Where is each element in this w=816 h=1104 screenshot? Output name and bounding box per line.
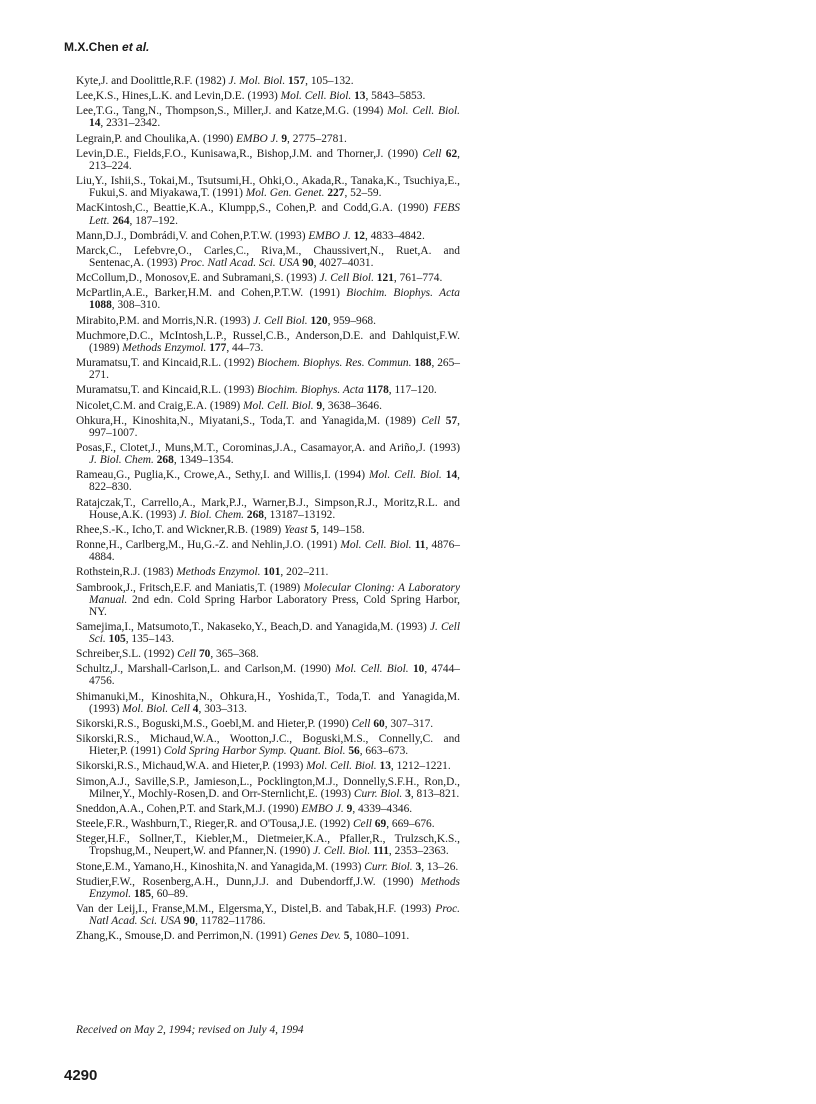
reference-pages: , 187–192.	[129, 214, 178, 227]
reference-item	[76, 539, 460, 563]
reference-journal: Mol. Gen. Genet.	[245, 187, 325, 200]
reference-pages: , 2331–2342.	[100, 117, 161, 130]
reference-pages: , 5843–5853.	[365, 90, 426, 103]
reference-authors: Levin,D.E., Fields,F.O., Kunisawa,R., Bishop,J.M. and Thorner,J. (1990)	[76, 147, 423, 160]
reference-pages: , 308–310.	[111, 299, 161, 312]
reference-item	[76, 497, 460, 521]
reference-volume: 177	[209, 341, 227, 354]
reference-pages: , 11782–11786.	[195, 915, 266, 928]
reference-authors: Sikorski,R.S., Michaud,W.A. and Hieter,P. (1993)	[76, 760, 307, 773]
reference-journal: FEBS Lett.	[89, 202, 460, 227]
reference-journal: Biochim. Biophys. Acta	[346, 287, 460, 300]
reference-authors: Stone,E.M., Yamano,H., Kinoshita,N. and Yanagida,M. (1993)	[76, 860, 365, 873]
received-note: Received on May 2, 1994; revised on July 4, 1994	[76, 1024, 304, 1036]
reference-journal: Methods Enzymol.	[89, 875, 460, 900]
reference-item	[76, 315, 460, 327]
reference-volume: 69	[374, 818, 387, 831]
reference-authors: Ohkura,H., Kinoshita,N., Miyatani,S., Toda,T. and Yanagida,M. (1989)	[76, 414, 422, 427]
reference-item	[76, 148, 460, 172]
header-authors: M.X.Chen	[64, 40, 119, 54]
reference-pages: , 135–143.	[125, 633, 175, 645]
reference-journal: Yeast	[284, 523, 308, 536]
reference-authors: Sikorski,R.S., Michaud,W.A., Wootton,J.C., Boguski,M.S., Connelly,C. and Hieter,P. (1991)	[76, 733, 460, 758]
reference-pages: , 4876–4884.	[89, 539, 460, 564]
reference-journal: Cell	[421, 414, 441, 427]
reference-journal: Proc. Natl Acad. Sci. USA	[180, 256, 300, 269]
reference-pages: , 4833–4842.	[364, 229, 425, 242]
reference-authors: Lee,K.S., Hines,L.K. and Levin,D.E. (1993)	[76, 90, 281, 103]
reference-journal: EMBO J.	[301, 802, 344, 815]
reference-journal: Mol. Cell. Biol.	[340, 539, 412, 552]
reference-pages: , 265–271.	[89, 357, 460, 382]
reference-journal: Curr. Biol.	[364, 860, 413, 873]
reference-pages: , 149–158.	[316, 523, 365, 536]
reference-pages: , 117–120.	[388, 384, 437, 397]
reference-volume: 105	[108, 633, 126, 645]
reference-journal: J. Biol. Chem.	[179, 508, 245, 521]
reference-pages: , 1349–1354.	[173, 454, 234, 467]
reference-journal: Genes Dev.	[289, 930, 341, 943]
reference-volume: 268	[156, 454, 174, 467]
reference-item	[76, 803, 460, 815]
reference-authors: Lee,T.G., Tang,N., Thompson,S., Miller,J. and Katze,M.G. (1994)	[76, 105, 388, 118]
reference-authors: Marck,C., Lefebvre,O., Carles,C., Riva,M., Chaussivert,N., Ruet,A. and Sentenac,A. (1993)	[76, 244, 460, 269]
reference-authors: Shimanuki,M., Kinoshita,N., Ohkura,H., Yoshida,T., Toda,T. and Yanagida,M. (1993)	[76, 690, 460, 715]
reference-volume: 13	[354, 90, 366, 103]
reference-pages: , 4339–4346.	[352, 802, 413, 815]
reference-authors: Muramatsu,T. and Kincaid,R.L. (1993)	[76, 384, 258, 397]
reference-pages: , 202–211.	[280, 566, 329, 579]
reference-pages: , 813–821.	[410, 787, 460, 800]
reference-journal: EMBO J.	[308, 229, 351, 242]
reference-pages: , 13–26.	[421, 860, 459, 873]
reference-pages: , 761–774.	[393, 272, 443, 285]
reference-item	[76, 357, 460, 381]
reference-item	[76, 415, 460, 439]
reference-journal: Mol. Cell. Biol.	[369, 469, 442, 482]
reference-volume: 185	[133, 887, 152, 900]
reference-volume: 3	[405, 787, 411, 800]
reference-authors: McPartlin,A.E., Barker,H.M. and Cohen,P.T.W. (1991)	[76, 287, 347, 300]
reference-journal: J. Cell. Biol.	[312, 845, 371, 858]
reference-item	[76, 760, 460, 772]
reference-volume: 11	[414, 539, 426, 552]
reference-pages: , 997–1007.	[89, 414, 460, 439]
reference-item	[76, 718, 460, 730]
reference-item	[76, 861, 460, 873]
reference-journal: Proc. Natl Acad. Sci. USA	[89, 903, 460, 928]
reference-authors: Mann,D.J., Dombrádi,V. and Cohen,P.T.W. (1993)	[76, 229, 309, 242]
reference-authors: Samejima,I., Matsumoto,T., Nakaseko,Y., Beach,D. and Yanagida,M. (1993)	[76, 620, 430, 633]
reference-authors: Liu,Y., Ishii,S., Tokai,M., Tsutsumi,H., Ohki,O., Akada,R., Tanaka,K., Tsuchiya,E., Fukui,S. and Miyakawa,T. (1991)	[76, 175, 460, 200]
reference-journal: EMBO J.	[236, 132, 279, 145]
reference-volume: 9	[316, 399, 323, 412]
reference-pages: , 4744–4756.	[89, 663, 460, 688]
reference-volume: 9	[346, 802, 353, 815]
header-etal: et al.	[122, 40, 150, 54]
reference-journal: Biochim. Biophys. Acta	[257, 384, 364, 397]
reference-item	[76, 105, 460, 129]
reference-authors: Schreiber,S.L. (1992)	[76, 648, 178, 661]
reference-volume: 90	[183, 915, 196, 928]
reference-item	[76, 133, 460, 145]
reference-item	[76, 566, 460, 578]
reference-authors: Sambrook,J., Fritsch,E.F. and Maniatis,T. (1989)	[76, 581, 304, 594]
reference-authors: Nicolet,C.M. and Craig,E.A. (1989)	[76, 399, 244, 412]
reference-item	[76, 245, 460, 269]
reference-authors: Studier,F.W., Rosenberg,A.H., Dunn,J.J. and Dubendorff,J.W. (1990)	[76, 875, 421, 888]
reference-journal: Mol. Cell. Biol.	[280, 90, 352, 103]
reference-pages: , 213–224.	[89, 147, 460, 172]
reference-journal: J. Cell Sci.	[89, 620, 460, 645]
reference-pages: , 822–830.	[89, 469, 460, 494]
reference-volume: 188	[414, 357, 432, 370]
reference-item	[76, 663, 460, 687]
reference-volume: 90	[302, 256, 314, 269]
reference-journal: Mol. Cell. Biol.	[335, 663, 409, 676]
running-header	[64, 40, 149, 54]
reference-pages: , 365–368.	[210, 648, 259, 661]
reference-journal: Mol. Cell. Biol.	[387, 105, 460, 118]
reference-pages: , 1080–1091.	[349, 930, 410, 943]
reference-volume: 157	[288, 75, 306, 87]
reference-item	[76, 330, 460, 354]
reference-item	[76, 691, 460, 715]
reference-authors: Rothstein,R.J. (1983)	[76, 566, 177, 579]
reference-authors: Sikorski,R.S., Boguski,M.S., Goebl,M. and Hieter,P. (1990)	[76, 717, 352, 730]
reference-authors: Posas,F., Clotet,J., Muns,M.T., Corominas,J.A., Casamayor,A. and Ariño,J. (1993)	[76, 442, 460, 455]
reference-pages: , 303–313.	[198, 702, 247, 715]
reference-item	[76, 524, 460, 536]
reference-pages: , 44–73.	[226, 341, 264, 354]
reference-item	[76, 90, 460, 102]
reference-volume: 1088	[89, 299, 112, 312]
reference-pages: , 2775–2781.	[287, 132, 347, 145]
reference-authors: Steger,H.F., Sollner,T., Kiebler,M., Dietmeier,K.A., Pfaller,R., Trulzsch,K.S., Tropshug,M., Neupert,W. and Pfanner,N. (1990)	[76, 833, 460, 858]
reference-pages: , 307–317.	[384, 717, 434, 730]
reference-pages: , 663–673.	[359, 745, 409, 758]
reference-item	[76, 733, 460, 757]
reference-item	[76, 833, 460, 857]
reference-volume: 10	[412, 663, 425, 676]
reference-volume: 3	[415, 860, 422, 873]
reference-volume: 5	[310, 523, 317, 536]
reference-volume: 14	[445, 469, 458, 482]
reference-item	[76, 930, 460, 942]
reference-authors: McCollum,D., Monosov,E. and Subramani,S. (1993)	[76, 272, 320, 285]
reference-authors: Kyte,J. and Doolittle,R.F. (1982)	[76, 75, 229, 87]
reference-volume: 13	[379, 760, 391, 773]
reference-pages: , 52–59.	[344, 187, 382, 200]
reference-authors: Zhang,K., Smouse,D. and Perrimon,N. (1991)	[76, 930, 290, 943]
reference-volume: 5	[343, 930, 350, 943]
reference-authors: Simon,A.J., Saville,S.P., Jamieson,L., Pocklington,M.J., Donnelly,S.F.H., Ron,D., Milner,Y., Mochly-Rosen,D. and Orr-Sternlicht,E. (1993)	[76, 775, 460, 800]
reference-journal: Mol. Cell. Biol.	[306, 760, 377, 773]
reference-authors: Van der Leij,I., Franse,M.M., Elgersma,Y., Distel,B. and Tabak,H.F. (1993)	[76, 903, 436, 915]
reference-journal: Curr. Biol.	[353, 787, 403, 800]
reference-volume: 62	[445, 147, 458, 160]
reference-pages: , 13187–13192.	[263, 508, 336, 521]
reference-volume: 1178	[366, 384, 389, 397]
reference-volume: 4	[192, 702, 199, 715]
reference-pages: , 959–968.	[327, 314, 376, 327]
reference-journal: Cell	[351, 717, 371, 730]
reference-item	[76, 230, 460, 242]
reference-volume: 70	[198, 648, 211, 661]
reference-journal: Molecular Cloning: A Laboratory Manual.	[89, 581, 461, 606]
reference-volume: 14	[89, 117, 101, 130]
reference-journal: J. Mol. Biol.	[228, 75, 286, 87]
reference-journal: J. Biol. Chem.	[89, 454, 154, 467]
reference-authors: Ratajczak,T., Carrello,A., Mark,P.J., Warner,B.J., Simpson,R.J., Moritz,R.L. and House,A.K. (1993)	[76, 496, 460, 521]
reference-item	[76, 175, 460, 199]
reference-journal: Cell	[352, 818, 372, 831]
reference-authors: Steele,F.R., Washburn,T., Rieger,R. and O'Tousa,J.E. (1992)	[76, 818, 353, 831]
reference-journal: Mol. Biol. Cell	[122, 702, 190, 715]
reference-pages: , 105–132.	[305, 75, 354, 87]
reference-volume: 264	[112, 214, 130, 227]
reference-journal: J. Cell Biol.	[319, 272, 374, 285]
reference-volume: 121	[376, 272, 394, 285]
reference-authors: Muramatsu,T. and Kincaid,R.L. (1992)	[76, 357, 258, 370]
reference-item	[76, 818, 460, 830]
reference-volume: 120	[310, 314, 328, 327]
reference-volume: 57	[445, 414, 458, 427]
reference-item	[76, 75, 460, 87]
reference-journal: Cell	[422, 147, 442, 160]
reference-item	[76, 621, 460, 645]
reference-authors: Legrain,P. and Choulika,A. (1990)	[76, 132, 237, 145]
reference-item	[76, 272, 460, 284]
reference-authors: Ronne,H., Carlberg,M., Hu,G.-Z. and Nehlin,J.O. (1991)	[76, 539, 341, 552]
reference-journal: J. Cell Biol.	[253, 314, 308, 327]
page-number: 4290	[64, 1067, 98, 1084]
reference-authors: Rhee,S.-K., Icho,T. and Wickner,R.B. (1989)	[76, 523, 285, 536]
reference-volume: 56	[348, 745, 360, 758]
reference-item	[76, 648, 460, 660]
reference-authors: MacKintosh,C., Beattie,K.A., Klumpp,S., Cohen,P. and Codd,G.A. (1990)	[76, 202, 434, 215]
reference-pages: , 3638–3646.	[322, 399, 382, 412]
reference-authors: Schultz,J., Marshall-Carlson,L. and Carlson,M. (1990)	[76, 663, 336, 676]
reference-pages: , 4027–4031.	[313, 256, 374, 269]
reference-pages: 2nd edn. Cold Spring Harbor Laboratory Press, Cold Spring Harbor, NY.	[89, 593, 460, 618]
reference-authors: Sneddon,A.A., Cohen,P.T. and Stark,M.J. (1990)	[76, 802, 302, 815]
reference-item	[76, 384, 460, 396]
reference-item	[76, 400, 460, 412]
reference-journal: Mol. Cell. Biol.	[243, 399, 314, 412]
reference-journal: Cell	[177, 648, 197, 661]
reference-volume: 12	[353, 229, 365, 242]
reference-authors: Muchmore,D.C., McIntosh,L.P., Russel,C.B., Anderson,D.E. and Dahlquist,F.W. (1989)	[76, 329, 460, 354]
reference-volume: 9	[281, 132, 288, 145]
reference-list	[76, 75, 460, 945]
reference-pages: , 60–89.	[151, 887, 189, 900]
reference-item	[76, 582, 460, 618]
reference-item	[76, 469, 460, 493]
reference-item	[76, 202, 460, 226]
reference-item	[76, 776, 460, 800]
reference-volume: 111	[373, 845, 389, 858]
reference-volume: 268	[246, 508, 264, 521]
reference-item	[76, 876, 460, 900]
reference-pages: , 669–676.	[386, 818, 435, 831]
reference-volume: 227	[327, 187, 345, 200]
reference-journal: Biochem. Biophys. Res. Commun.	[257, 357, 412, 370]
reference-item	[76, 903, 460, 927]
reference-volume: 60	[373, 717, 385, 730]
reference-volume: 101	[263, 566, 281, 579]
reference-journal: Methods Enzymol.	[176, 566, 261, 579]
reference-item	[76, 287, 460, 311]
reference-item	[76, 442, 460, 466]
reference-authors: Rameau,G., Puglia,K., Crowe,A., Sethy,I. and Willis,I. (1994)	[76, 469, 369, 482]
reference-journal: Methods Enzymol.	[122, 341, 207, 354]
reference-authors: Mirabito,P.M. and Morris,N.R. (1993)	[76, 314, 254, 327]
reference-pages: , 2353–2363.	[388, 845, 449, 858]
reference-pages: , 1212–1221.	[390, 760, 451, 773]
reference-journal: Cold Spring Harbor Symp. Quant. Biol.	[163, 745, 346, 758]
